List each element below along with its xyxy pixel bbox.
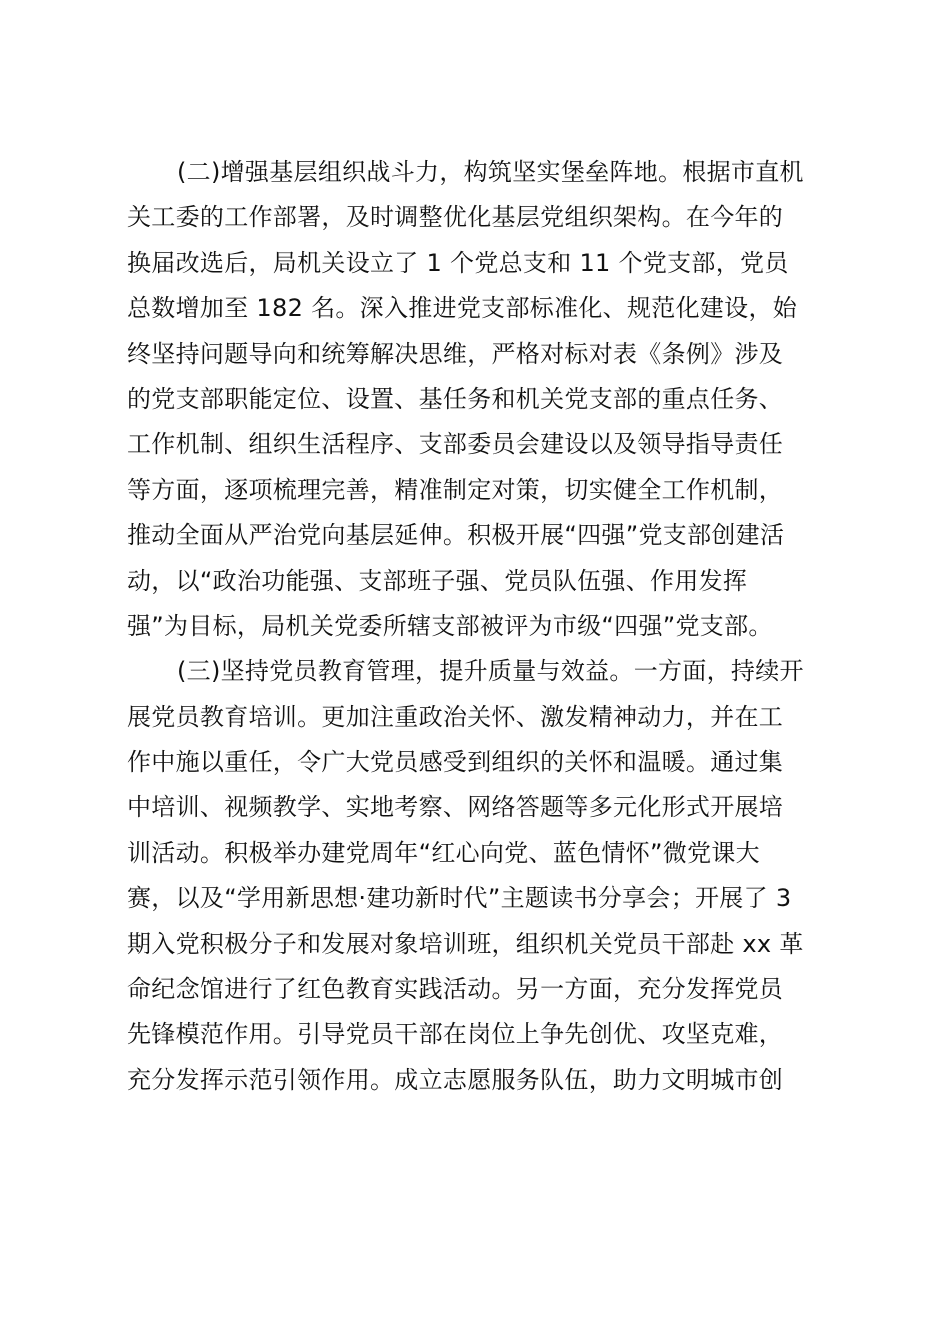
paragraph-3-line-10: 充分发挥示范引领作用。成立志愿服务队伍，助力文明城市创 <box>127 1065 784 1094</box>
paragraph-2-line-3: 换届改选后，局机关设立了 1 个党总支和 11 个党支部，党员 <box>127 248 789 277</box>
paragraph-3-line-2: 展党员教育培训。更加注重政治关怀、激发精神动力，并在工 <box>127 702 784 731</box>
paragraph-2-line-5: 终坚持问题导向和统筹解决思维，严格对标对表《条例》涉及 <box>127 339 784 368</box>
body-text <box>127 150 839 1103</box>
paragraph-2-line-2: 关工委的工作部署，及时调整优化基层党组织架构。在今年的 <box>127 203 784 232</box>
paragraph-2-line-1: (二)增强基层组织战斗力，构筑坚实堡垒阵地。根据市直机 <box>177 158 804 186</box>
paragraph-2-line-6: 的党支部职能定位、设置、基任务和机关党支部的重点任务、 <box>127 384 784 413</box>
paragraph-2-line-9: 推动全面从严治党向基层延伸。积极开展“四强”党支部创建活 <box>127 521 785 550</box>
paragraph-3-line-9: 先锋模范作用。引导党员干部在岗位上争先创优、攻坚克难， <box>127 1020 784 1049</box>
paragraph-3-line-5: 训活动。积极举办建党周年“红心向党、蓝色情怀”微党课大 <box>127 838 760 867</box>
paragraph-3-line-7: 期入党积极分子和发展对象培训班，组织机关党员干部赴 xx 革 <box>127 929 804 958</box>
paragraph-3-line-4: 中培训、视频教学、实地考察、网络答题等多元化形式开展培 <box>127 793 784 822</box>
paragraph-3-line-1: (三)坚持党员教育管理，提升质量与效益。一方面，持续开 <box>177 657 804 686</box>
paragraph-2-line-11: 强”为目标，局机关党委所辖支部被评为市级“四强”党支部。 <box>127 611 773 640</box>
paragraph-3-line-6: 赛，以及“学用新思想·建功新时代”主题读书分享会；开展了 3 <box>127 884 792 913</box>
paragraph-3-line-3: 作中施以重任，令广大党员感受到组织的关怀和温暖。通过集 <box>127 748 784 777</box>
paragraph-3-line-8: 命纪念馆进行了红色教育实践活动。另一方面，充分发挥党员 <box>127 975 784 1004</box>
paragraph-2-line-8: 等方面，逐项梳理完善，精准制定对策，切实健全工作机制， <box>127 475 784 504</box>
paragraph-2-line-10: 动，以“政治功能强、支部班子强、党员队伍强、作用发挥 <box>127 566 748 595</box>
paragraph-2-line-7: 工作机制、组织生活程序、支部委员会建设以及领导指导责任 <box>127 430 784 459</box>
paragraph-2-line-4: 总数增加至 182 名。深入推进党支部标准化、规范化建设，始 <box>127 294 798 323</box>
